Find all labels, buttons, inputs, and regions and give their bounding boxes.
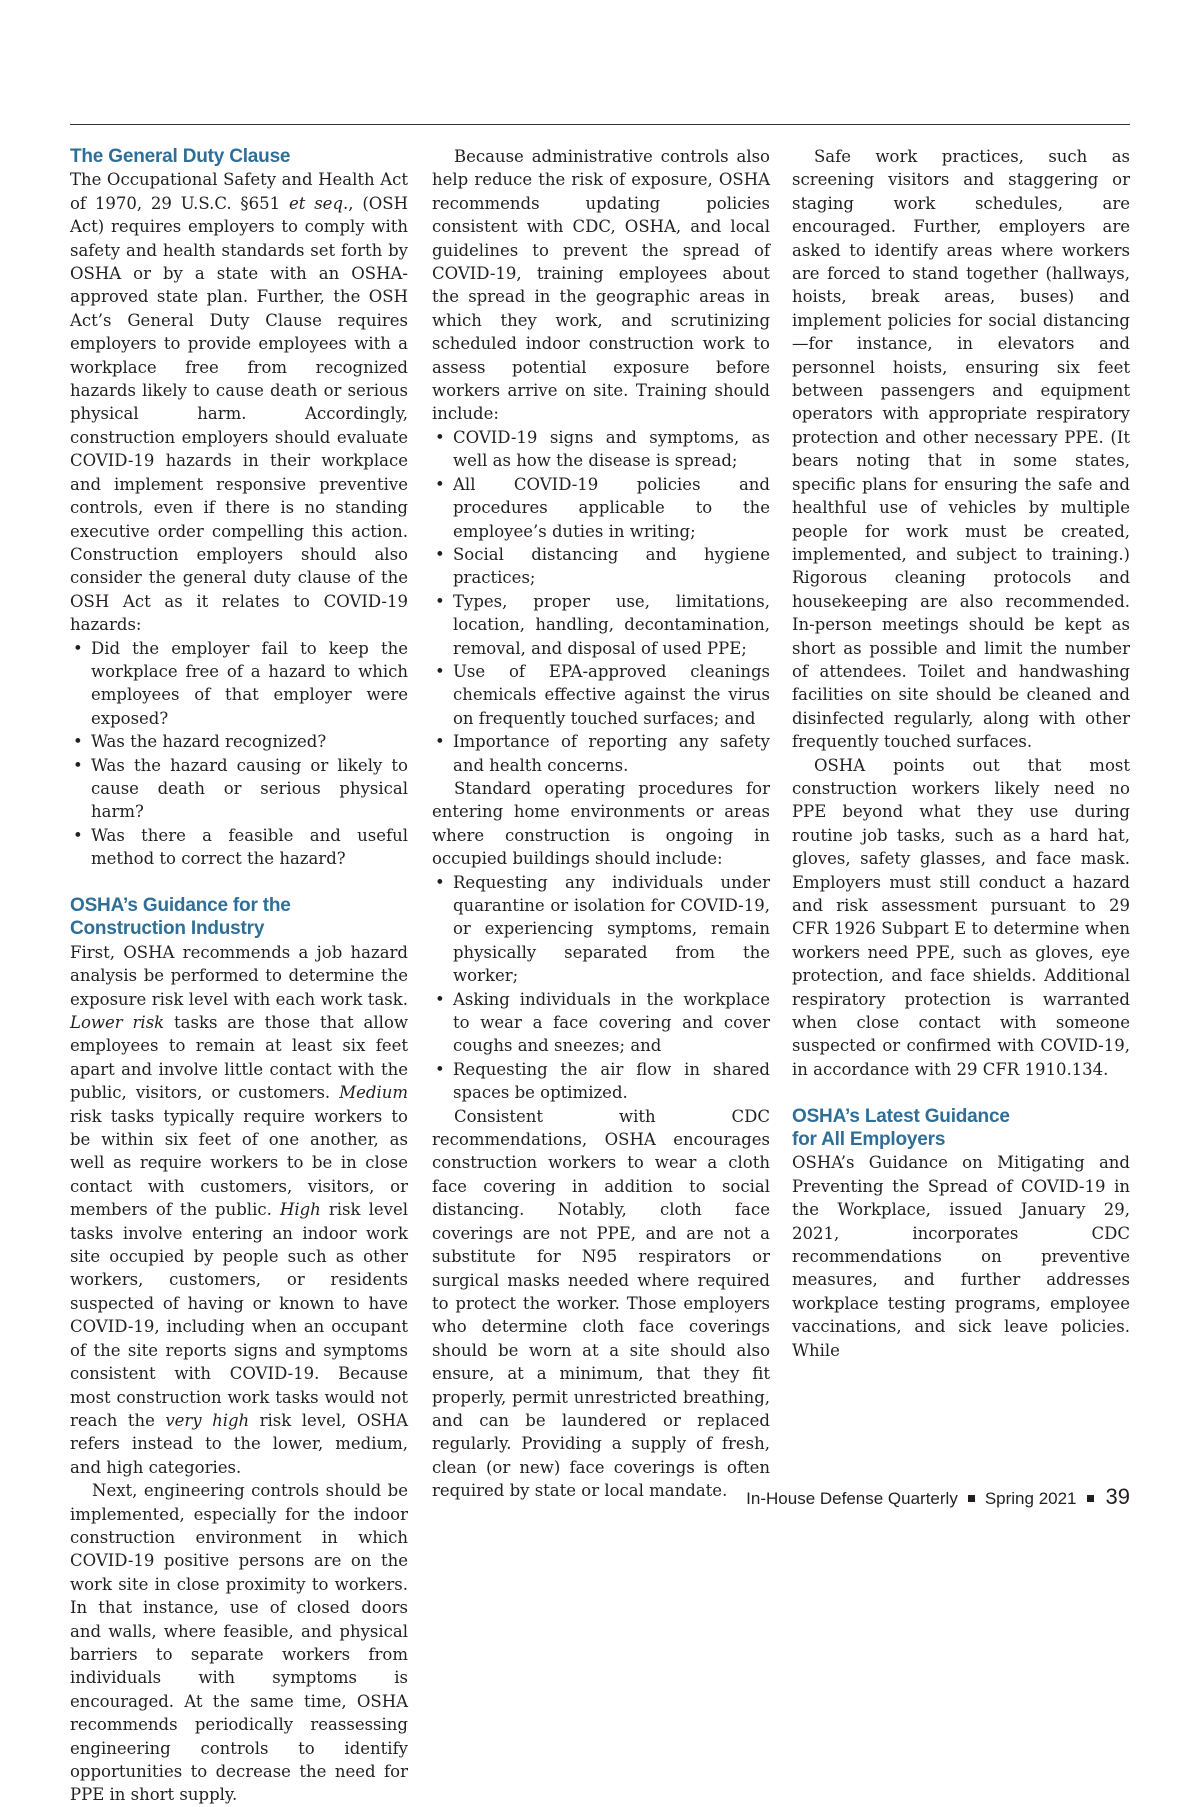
page-number: 39	[1105, 1484, 1130, 1509]
list-item: • COVID-19 signs and symptoms, as well as how the disease is spread;	[432, 426, 770, 473]
list-item: • Requesting any individuals under quarantine or isolation for COVID-19, or experiencing symptoms, remain physically separated from the worker;	[432, 871, 770, 988]
training-list	[432, 426, 770, 777]
heading-general-duty-clause: The General Duty Clause	[70, 146, 291, 167]
list-item: • Importance of reporting any safety and health concerns.	[432, 730, 770, 777]
sop-paragraph: Standard operating procedures for entering home environments or areas where construction is ongoing in occupied buildings should include:	[432, 778, 770, 869]
ppe-paragraph: OSHA points out that most construction workers likely need no PPE beyond what they use during routine job tasks, such as a hard hat, gloves, safety glasses, and face mask. Employers must still conduct a hazard and risk assessment pursuant to 29 CFR 1926 Subpart E to determine when workers need PPE, such as gloves, eye protection, and face shields. Additional respiratory protection is warranted when close contact with someone suspected or confirmed with COVID-19, in accordance with 29 CFR 1910.134.	[792, 755, 1130, 1079]
risk-levels-paragraph: First, OSHA recommends a job hazard analysis be performed to determine the exposure risk level with each work task. Lower risk tasks are those that allow employees to remain at least six feet apart and involve little contact with the public, visitors, or customers. Medium risk tasks typically require workers to be within six feet of one another, as well as require workers to be in close contact with customers, visitors, or members of the public. High risk level tasks involve entering an indoor work site occupied by people such as other workers, customers, or residents suspected of having or known to have COVID-19, including when an occupant of the site reports signs and symptoms consistent with COVID-19. Because most construction work tasks would not reach the very high risk level, OSHA refers instead to the lower, medium, and high categories.	[70, 942, 408, 1477]
administrative-controls-paragraph: Because administrative controls also help reduce the risk of exposure, OSHA recommends updating policies consistent with CDC, OSHA, and local guidelines to prevent the spread of COVID-19, training employees about the spread in the geographic areas in which they work, and scrutinizing scheduled indoor construction work to assess potential exposure before workers arrive on site. Training should include:	[432, 147, 770, 424]
engineering-controls-paragraph: Next, engineering controls should be implemented, especially for the indoor construction environment in which COVID-19 positive persons are on the work site in close proximity to workers. In that instance, use of closed doors and walls, where feasible, and physical barriers to separate workers from individuals with symptoms is encouraged. At the same time, OSHA recommends periodically reassessing engineering controls to identify opportunities to decrease the need for PPE in short supply.	[70, 1481, 408, 1805]
list-item: • Asking individuals in the workplace to wear a face covering and cover coughs and sneezes; and	[432, 988, 770, 1058]
general-duty-paragraph: The Occupational Safety and Health Act of 1970, 29 U.S.C. §651 et seq., (OSH Act) requires employers to comply with safety and health standards set forth by OSHA or by a state with an OSHA-approved state plan. Further, the OSH Act’s General Duty Clause requires employers to provide employees with a workplace free from recognized hazards likely to cause death or serious physical harm. Accordingly, construction employers should evaluate COVID-19 hazards in their workplace and implement responsive preventive controls, even if there is no standing executive order compelling this action. Construction employers should also consider the general duty clause of the OSH Act as it relates to COVID-19 hazards:	[70, 170, 408, 635]
list-item: • Requesting the air flow in shared spaces be optimized.	[432, 1058, 770, 1105]
safe-work-practices-paragraph: Safe work practices, such as screening visitors and staggering or staging work schedules, are encouraged. Further, employers are asked to identify areas where workers are forced to stand together (hallways, hoists, break areas, buses) and implement policies for social distancing—for instance, in elevators and personnel hoists, ensuring six feet between passengers and equipment operators with appropriate respiratory protection and other necessary PPE. (It bears noting that in some states, specific plans for ensuring the safe and healthful use of vehicles by multiple people for work must be created, implemented, and subject to training.) Rigorous cleaning protocols and housekeeping are also recommended. In-person meetings should be kept as short as possible and limit the number of attendees. Toilet and handwashing facilities on site should be cleaned and disinfected regularly, along with other frequently touched surfaces.	[792, 147, 1130, 752]
list-item: • Did the employer fail to keep the workplace free of a hazard to which employees of that employer were exposed?	[70, 637, 408, 731]
general-duty-question-list	[70, 637, 408, 871]
list-item: • Was the hazard recognized?	[70, 730, 408, 753]
issue-label: Spring 2021	[984, 1489, 1077, 1508]
latest-guidance-paragraph: OSHA’s Guidance on Mitigating and Preventing the Spread of COVID-19 in the Workplace, issued January 29, 2021, incorporates CDC recommendations on preventive measures, and further addresses workplace testing programs, employee vaccinations, and sick leave policies. While	[792, 1153, 1130, 1360]
list-item: • All COVID-19 policies and procedures applicable to the employee’s duties in writing;	[432, 473, 770, 543]
list-item: • Social distancing and hygiene practices;	[432, 543, 770, 590]
list-item: • Use of EPA-approved cleanings chemicals effective against the virus on frequently touched surfaces; and	[432, 660, 770, 730]
face-covering-paragraph: Consistent with CDC recommendations, OSHA encourages construction workers to wear a cloth face covering in addition to social distancing. Notably, cloth face coverings are not PPE, and are not a substitute for N95 respirators or surgical masks needed where required to protect the worker. Those employers who determine cloth face coverings should be worn at a site should also ensure, at a minimum, that they fit properly, permit unrestricted breathing, and can be laundered or replaced regularly. Providing a supply of fresh, clean (or new) face coverings is often required by state or local mandate.	[432, 1106, 770, 1501]
page-footer	[746, 1484, 1130, 1510]
list-item: • Was there a feasible and useful method to correct the hazard?	[70, 824, 408, 871]
heading-construction-guidance: OSHA’s Guidance for the Construction Industry	[70, 894, 291, 940]
list-item: • Types, proper use, limitations, location, handling, decontamination, removal, and disposal of used PPE;	[432, 590, 770, 660]
top-rule	[70, 124, 1130, 125]
list-item: • Was the hazard causing or likely to cause death or serious physical harm?	[70, 754, 408, 824]
separator-square-icon	[1087, 1495, 1094, 1502]
column-2	[432, 145, 770, 1503]
separator-square-icon	[968, 1495, 975, 1502]
column-3	[792, 145, 1130, 1362]
sop-list	[432, 871, 770, 1105]
column-1	[70, 145, 408, 1807]
heading-latest-guidance: OSHA’s Latest Guidance for All Employers	[792, 1105, 1010, 1151]
publication-name: In-House Defense Quarterly	[746, 1489, 958, 1508]
